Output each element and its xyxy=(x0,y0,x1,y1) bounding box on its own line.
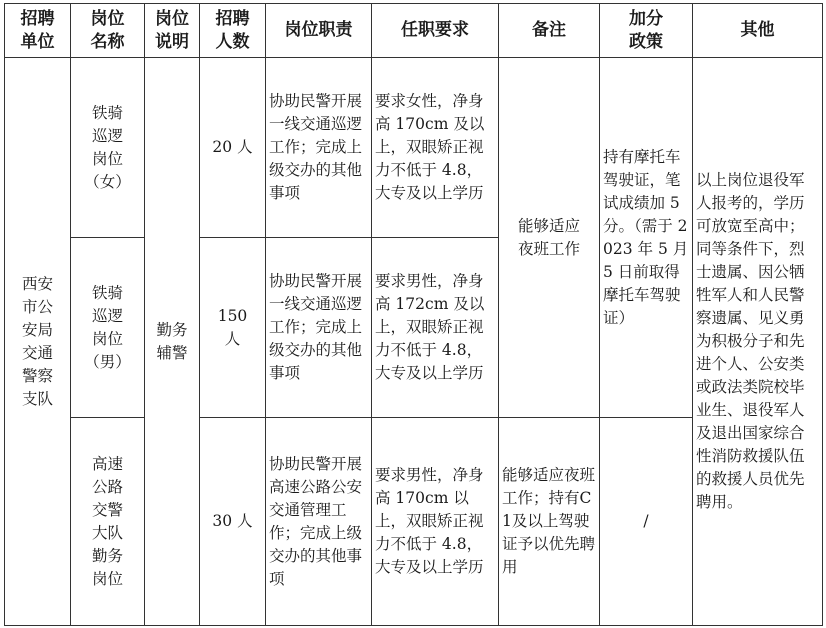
header-position-desc: 岗位 说明 xyxy=(145,4,200,58)
header-other: 其他 xyxy=(693,4,823,58)
header-headcount: 招聘 人数 xyxy=(200,4,266,58)
position-name: 铁骑 巡逻 岗位 （男） xyxy=(71,238,145,418)
other-notes: 以上岗位退役军人报考的，学历可放宽至高中；同等条件下，烈士遗属、因公牺牲军人和人民警察遗属、见义勇为积极分子和先进个人、公安类或政法类院校毕业生、退役军人及退出国家综合性消防救援队伍的救援人员优先聘用。 xyxy=(693,58,823,626)
recruitment-table xyxy=(4,3,823,626)
requirement: 要求男性，净身高 172cm 及以上，双眼矫正视力不低于 4.8，大专及以上学历 xyxy=(372,238,499,418)
note-highway: 能够适应夜班工作；持有C1及以上驾驶证予以优先聘用 xyxy=(499,418,600,626)
position-name: 高速 公路 交警 大队 勤务 岗位 xyxy=(71,418,145,626)
requirement: 要求女性，净身高 170cm 及以上，双眼矫正视力不低于 4.8，大专及以上学历 xyxy=(372,58,499,238)
table-row xyxy=(5,58,823,238)
header-position-name: 岗位 名称 xyxy=(71,4,145,58)
position-name: 铁骑 巡逻 岗位 （女） xyxy=(71,58,145,238)
bonus-highway: / xyxy=(600,418,693,626)
duty: 协助民警开展高速公路公安交通管理工作；完成上级交办的其他事项 xyxy=(266,418,372,626)
note-night-shift: 能够适应 夜班工作 xyxy=(499,58,600,418)
headcount: 150 人 xyxy=(200,238,266,418)
position-category: 勤务 辅警 xyxy=(145,58,200,626)
header-duty: 岗位职责 xyxy=(266,4,372,58)
recruiting-unit: 西安 市公 安局 交通 警察 支队 xyxy=(5,58,71,626)
bonus-policy: 持有摩托车驾驶证，笔试成绩加 5 分。（需于 2023 年 5 月 5 日前取得摩托车驾驶证） xyxy=(600,58,693,418)
header-bonus: 加分 政策 xyxy=(600,4,693,58)
duty: 协助民警开展一线交通巡逻工作；完成上级交办的其他事项 xyxy=(266,238,372,418)
headcount: 30 人 xyxy=(200,418,266,626)
duty: 协助民警开展一线交通巡逻工作；完成上级交办的其他事项 xyxy=(266,58,372,238)
header-requirement: 任职要求 xyxy=(372,4,499,58)
headcount: 20 人 xyxy=(200,58,266,238)
header-unit: 招聘 单位 xyxy=(5,4,71,58)
header-row xyxy=(5,4,823,58)
header-note: 备注 xyxy=(499,4,600,58)
requirement: 要求男性，净身高 170cm 以上，双眼矫正视力不低于 4.8，大专及以上学历 xyxy=(372,418,499,626)
